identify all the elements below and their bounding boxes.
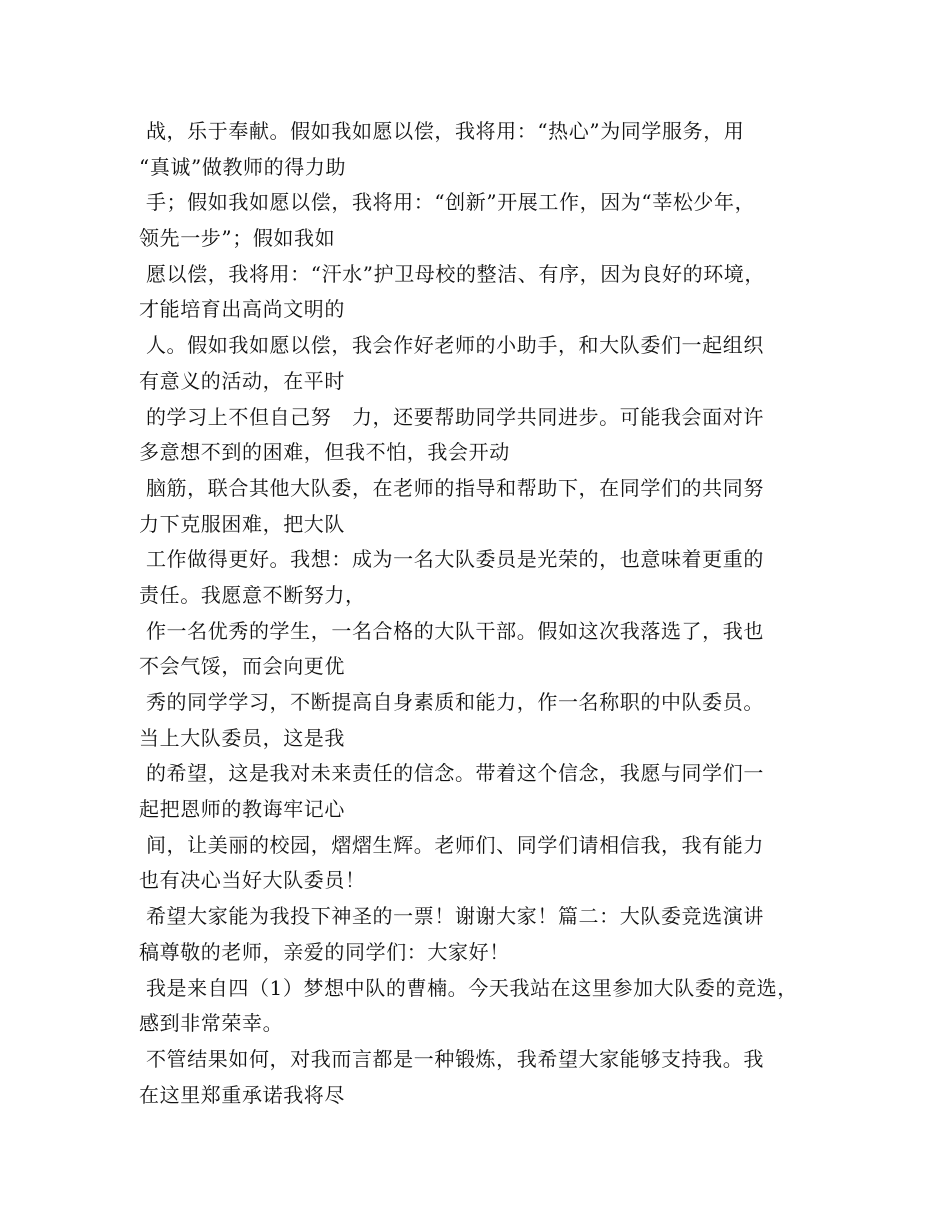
text-line: 稿尊敬的老师，亲爱的同学们：大家好！	[139, 939, 510, 964]
text-line: 力下克服困难，把大队	[139, 511, 345, 536]
text-line: 当上大队委员，这是我	[139, 725, 345, 750]
text-line: 多意想不到的困难，但我不怕，我会开动	[139, 440, 510, 465]
text-line: 秀的同学学习，不断提高自身素质和能力，作一名称职的中队委员。	[139, 690, 764, 714]
text-line: 工作做得更好。我想：成为一名大队委员是光荣的，也意味着更重的	[139, 547, 764, 572]
text-line: 我是来自四（1）梦想中队的曹楠。今天我站在这里参加大队委的竞选，	[139, 975, 798, 1000]
text-line: 不管结果如何，对我而言都是一种锻炼，我希望大家能够支持我。我	[139, 1046, 764, 1071]
text-line: 有意义的活动，在平时	[139, 368, 345, 393]
text-line: 责任。我愿意不断努力，	[139, 582, 366, 607]
text-line: 愿以偿，我将用：“汗水”护卫母校的整洁、有序，因为良好的环境，	[139, 261, 766, 286]
text-line: “真诚”做教师的得力助	[139, 154, 347, 179]
text-line: 的希望，这是我对未来责任的信念。带着这个信念，我愿与同学们一	[139, 761, 764, 786]
document-body-text	[139, 114, 839, 1113]
text-line: 作一名优秀的学生，一名合格的大队干部。假如这次我落选了，我也	[139, 618, 764, 643]
text-line: 人。假如我如愿以偿，我会作好老师的小助手，和大队委们一起组织	[139, 333, 764, 358]
text-line: 希望大家能为我投下神圣的一票！谢谢大家！篇二：大队委竞选演讲	[139, 904, 764, 929]
text-line: 的学习上不但自己努 力，还要帮助同学共同进步。可能我会面对许	[139, 404, 764, 429]
text-line: 感到非常荣幸。	[139, 1011, 284, 1036]
text-line: 也有决心当好大队委员！	[139, 868, 366, 893]
text-line: 在这里郑重承诺我将尽	[139, 1082, 345, 1107]
text-line: 脑筋，联合其他大队委，在老师的指导和帮助下，在同学们的共同努	[139, 475, 764, 500]
text-line: 才能培育出高尚文明的	[139, 297, 345, 322]
text-line: 领先一步”；假如我如	[139, 226, 336, 251]
text-line: 间，让美丽的校园，熠熠生辉。老师们、同学们请相信我，我有能力	[139, 832, 764, 857]
text-line: 起把恩师的教诲牢记心	[139, 797, 345, 822]
text-line: 战，乐于奉献。假如我如愿以偿，我将用：“热心”为同学服务，用	[139, 119, 745, 143]
text-line: 手；假如我如愿以偿，我将用：“创新”开展工作，因为“莘松少年，	[139, 190, 756, 215]
text-line: 不会气馁，而会向更优	[139, 654, 345, 679]
